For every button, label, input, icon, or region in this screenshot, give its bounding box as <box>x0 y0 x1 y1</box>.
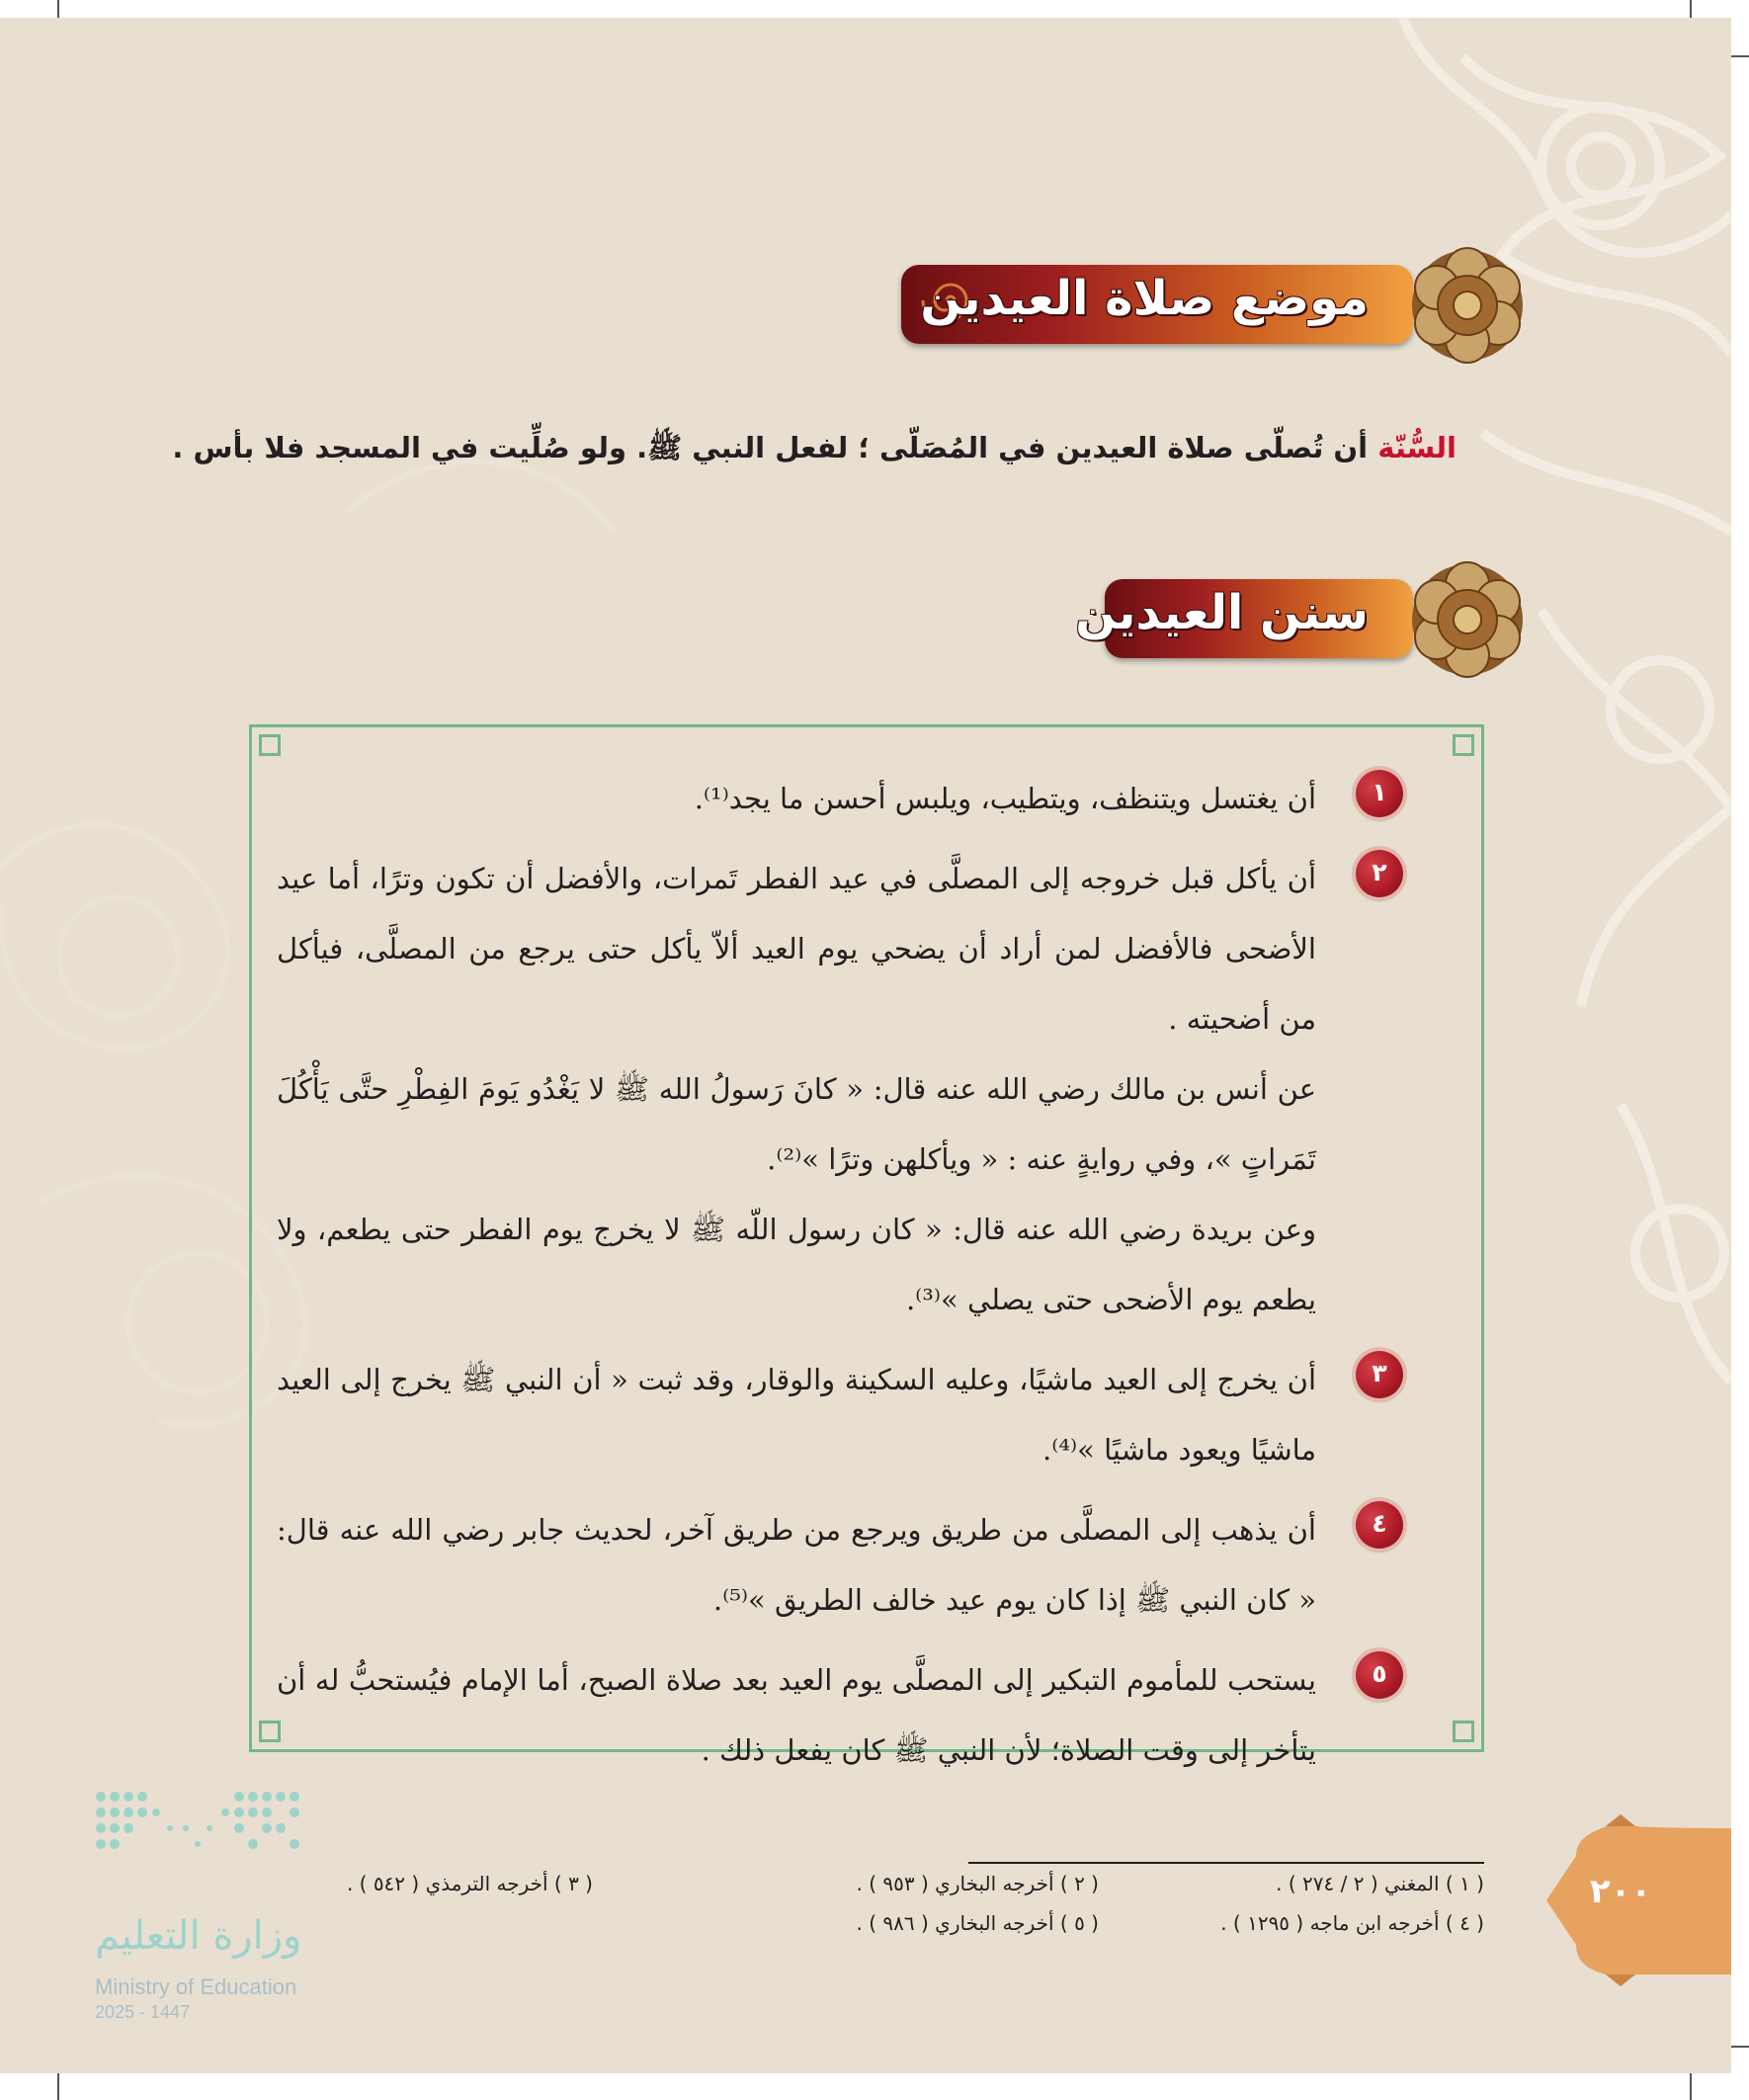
footnote-2: ( ٢ ) أخرجه البخاري ( ٩٥٣ ) . <box>856 1872 1099 1895</box>
page <box>0 18 1731 2073</box>
item-number-badge: ٣ <box>1356 1351 1403 1398</box>
item-text: أن يأكل قبل خروجه إلى المصلَّى في عيد الفطر تَمرات، والأفضل أن تكون وترًا، أما عيد الأضحى فالأفضل لمن أراد أن يضحي يوم العيد ألاّ يأكل حتى يرجع من المصلَّى، فيأكل من أضحيته . <box>277 862 1316 1036</box>
item-number-badge: ٢ <box>1356 850 1403 897</box>
ministry-name-english: Ministry of Education <box>95 1974 297 1999</box>
section-header-sunan <box>1075 569 1532 668</box>
list-item <box>277 844 1403 1335</box>
ministry-logo-icon <box>91 1787 328 1866</box>
footnote-3: ( ٣ ) أخرجه الترمذي ( ٥٤٢ ) . <box>346 1872 593 1895</box>
footnote-4: ( ٤ ) أخرجه ابن ماجه ( ١٢٩٥ ) . <box>1220 1911 1484 1935</box>
list-item <box>277 1345 1403 1485</box>
ministry-year: 2025 - 1447 <box>95 2002 191 2022</box>
footnote-5: ( ٥ ) أخرجه البخاري ( ٩٨٦ ) . <box>856 1911 1099 1935</box>
item-text: يستحب للمأموم التبكير إلى المصلَّى يوم العيد بعد صلاة الصبح، أما الإمام فيُستحبُّ له أن يتأخر إلى وقت الصلاة؛ لأن النبي ﷺ كان يفعل ذلك . <box>277 1663 1316 1767</box>
item-number-badge: ١ <box>1356 770 1403 817</box>
intro-text: أن تُصلّى صلاة العيدين في المُصَلّى ؛ لفعل النبي ﷺ. ولو صُلِّيت في المسجد فلا بأس . <box>172 431 1369 464</box>
frame-corner <box>259 734 281 756</box>
header-title: موضع صلاة العيدين <box>920 271 1369 326</box>
list-item <box>277 1645 1403 1786</box>
ministry-name-arabic: وزارة التعليم <box>95 1913 302 1959</box>
item-number-badge: ٤ <box>1356 1501 1403 1549</box>
list-item <box>277 1495 1403 1636</box>
item-text: أن يخرج إلى العيد ماشيًا، وعليه السكينة والوقار، وقد ثبت « أن النبي ﷺ يخرج إلى العيد ماشيًا ويعود ماشيًا »⁽⁴⁾. <box>277 1363 1316 1467</box>
header-title: سنن العيدين <box>1075 585 1369 640</box>
medallion-icon <box>1403 561 1532 678</box>
footnote-1: ( ١ ) المغني ( ٢ / ٢٧٤ ) . <box>1276 1872 1484 1895</box>
sunnah-word: السُّنّة <box>1377 431 1457 464</box>
frame-corner <box>1453 1721 1474 1742</box>
hadith-text: وعن بريدة رضي الله عنه قال: « كان رسول اللّه ﷺ لا يخرج يوم الفطر حتى يطعم، ولا يطعم يوم الأضحى حتى يصلي »⁽³⁾. <box>277 1213 1316 1316</box>
medallion-icon <box>1403 247 1532 364</box>
intro-sentence <box>172 431 1457 472</box>
frame-corner <box>1453 734 1474 756</box>
item-text: أن يغتسل ويتنظف، ويتطيب، ويلبس أحسن ما يجد⁽¹⁾. <box>694 782 1316 815</box>
section-header-place <box>901 255 1532 354</box>
list-item <box>277 764 1403 834</box>
item-text: أن يذهب إلى المصلَّى من طريق ويرجع من طريق آخر، لحديث جابر رضي الله عنه قال: « كان النبي ﷺ إذا كان يوم عيد خالف الطريق »⁽⁵⁾. <box>277 1513 1316 1617</box>
footnote-divider <box>968 1862 1484 1864</box>
item-number-badge: ٥ <box>1356 1651 1403 1699</box>
sunan-list <box>277 764 1403 1796</box>
page-number: ٢٠٠ <box>1589 1872 1652 1911</box>
hadith-text: عن أنس بن مالك رضي الله عنه قال: « كانَ رَسولُ الله ﷺ لا يَغْدُو يَومَ الفِطْرِ حتَّى يَأْكُلَ تَمَراتٍ »، وفي روايةٍ عنه : « ويأكلهن وترًا »⁽²⁾. <box>277 1072 1316 1176</box>
